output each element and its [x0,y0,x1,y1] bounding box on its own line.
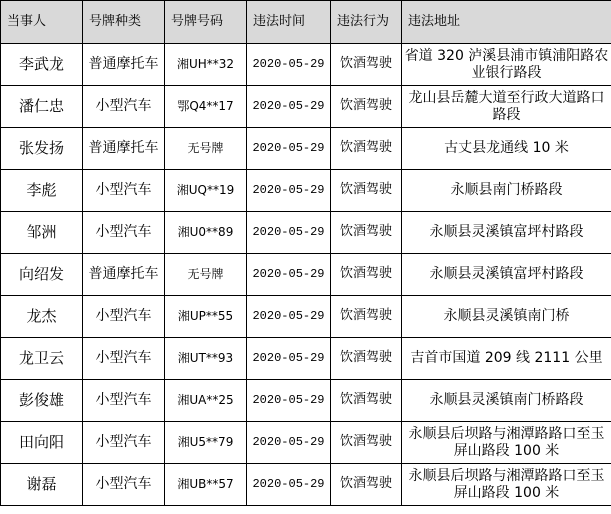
violation-address: 永顺县灵溪镇富坪村路段 [402,212,611,254]
violation-act: 饮酒驾驶 [331,44,402,86]
plate-number: 无号牌 [165,128,247,170]
violation-act: 饮酒驾驶 [331,464,402,506]
table-row [1,86,611,128]
violation-time: 2020-05-29 [247,86,331,128]
violation-time: 2020-05-29 [247,170,331,212]
violation-time: 2020-05-29 [247,422,331,464]
table-row [1,254,611,296]
plate-number: 无号牌 [165,254,247,296]
party-name: 张发扬 [1,128,83,170]
violation-act: 饮酒驾驶 [331,422,402,464]
plate-number: 湘UP**55 [165,296,247,338]
plate-number: 湘UH**32 [165,44,247,86]
header-plate-number: 号牌号码 [165,1,247,44]
table-row [1,464,611,506]
violation-address: 永顺县后坝路与湘潭路路口至玉屏山路段 100 米 [402,464,611,506]
plate-number: 湘UB**57 [165,464,247,506]
violation-address: 永顺县灵溪镇南门桥 [402,296,611,338]
violation-time: 2020-05-29 [247,296,331,338]
plate-type: 小型汽车 [83,338,165,380]
violation-time: 2020-05-29 [247,464,331,506]
header-violation-time: 违法时间 [247,1,331,44]
violation-act: 饮酒驾驶 [331,86,402,128]
plate-number: 湘UQ**19 [165,170,247,212]
violation-act: 饮酒驾驶 [331,170,402,212]
plate-type: 小型汽车 [83,170,165,212]
header-row [1,1,611,44]
party-name: 潘仁忠 [1,86,83,128]
violation-address: 永顺县后坝路与湘潭路路口至玉屏山路段 100 米 [402,422,611,464]
plate-type: 小型汽车 [83,212,165,254]
table-row [1,338,611,380]
party-name: 李武龙 [1,44,83,86]
plate-number: 鄂Q4**17 [165,86,247,128]
violation-time: 2020-05-29 [247,338,331,380]
violation-time: 2020-05-29 [247,128,331,170]
violation-address: 永顺县灵溪镇南门桥路段 [402,380,611,422]
plate-type: 小型汽车 [83,380,165,422]
party-name: 彭俊雄 [1,380,83,422]
violation-act: 饮酒驾驶 [331,338,402,380]
plate-number: 湘U5**79 [165,422,247,464]
violation-address: 古丈县龙通线 10 米 [402,128,611,170]
plate-type: 小型汽车 [83,464,165,506]
plate-type: 小型汽车 [83,296,165,338]
party-name: 李彪 [1,170,83,212]
plate-type: 普通摩托车 [83,44,165,86]
violation-address: 吉首市国道 209 线 2111 公里 [402,338,611,380]
table-row [1,128,611,170]
party-name: 邹洲 [1,212,83,254]
party-name: 龙卫云 [1,338,83,380]
violation-address: 永顺县灵溪镇富坪村路段 [402,254,611,296]
plate-number: 湘UA**25 [165,380,247,422]
party-name: 谢磊 [1,464,83,506]
party-name: 田向阳 [1,422,83,464]
violation-act: 饮酒驾驶 [331,212,402,254]
violation-time: 2020-05-29 [247,254,331,296]
party-name: 龙杰 [1,296,83,338]
table-row [1,44,611,86]
plate-type: 小型汽车 [83,86,165,128]
table-row [1,170,611,212]
violation-time: 2020-05-29 [247,44,331,86]
header-plate-type: 号牌种类 [83,1,165,44]
table-row [1,422,611,464]
violation-act: 饮酒驾驶 [331,296,402,338]
plate-type: 普通摩托车 [83,254,165,296]
plate-number: 湘U0**89 [165,212,247,254]
plate-number: 湘UT**93 [165,338,247,380]
party-name: 向绍发 [1,254,83,296]
violation-act: 饮酒驾驶 [331,254,402,296]
violation-time: 2020-05-29 [247,212,331,254]
violation-time: 2020-05-29 [247,380,331,422]
violation-act: 饮酒驾驶 [331,380,402,422]
violation-address: 龙山县岳麓大道至行政大道路口路段 [402,86,611,128]
header-violation-act: 违法行为 [331,1,402,44]
plate-type: 普通摩托车 [83,128,165,170]
violation-address: 省道 320 泸溪县浦市镇浦阳路农业银行路段 [402,44,611,86]
violation-address: 永顺县南门桥路段 [402,170,611,212]
table-row [1,296,611,338]
table-row [1,380,611,422]
plate-type: 小型汽车 [83,422,165,464]
header-party: 当事人 [1,1,83,44]
violation-act: 饮酒驾驶 [331,128,402,170]
header-violation-address: 违法地址 [402,1,611,44]
table-row [1,212,611,254]
